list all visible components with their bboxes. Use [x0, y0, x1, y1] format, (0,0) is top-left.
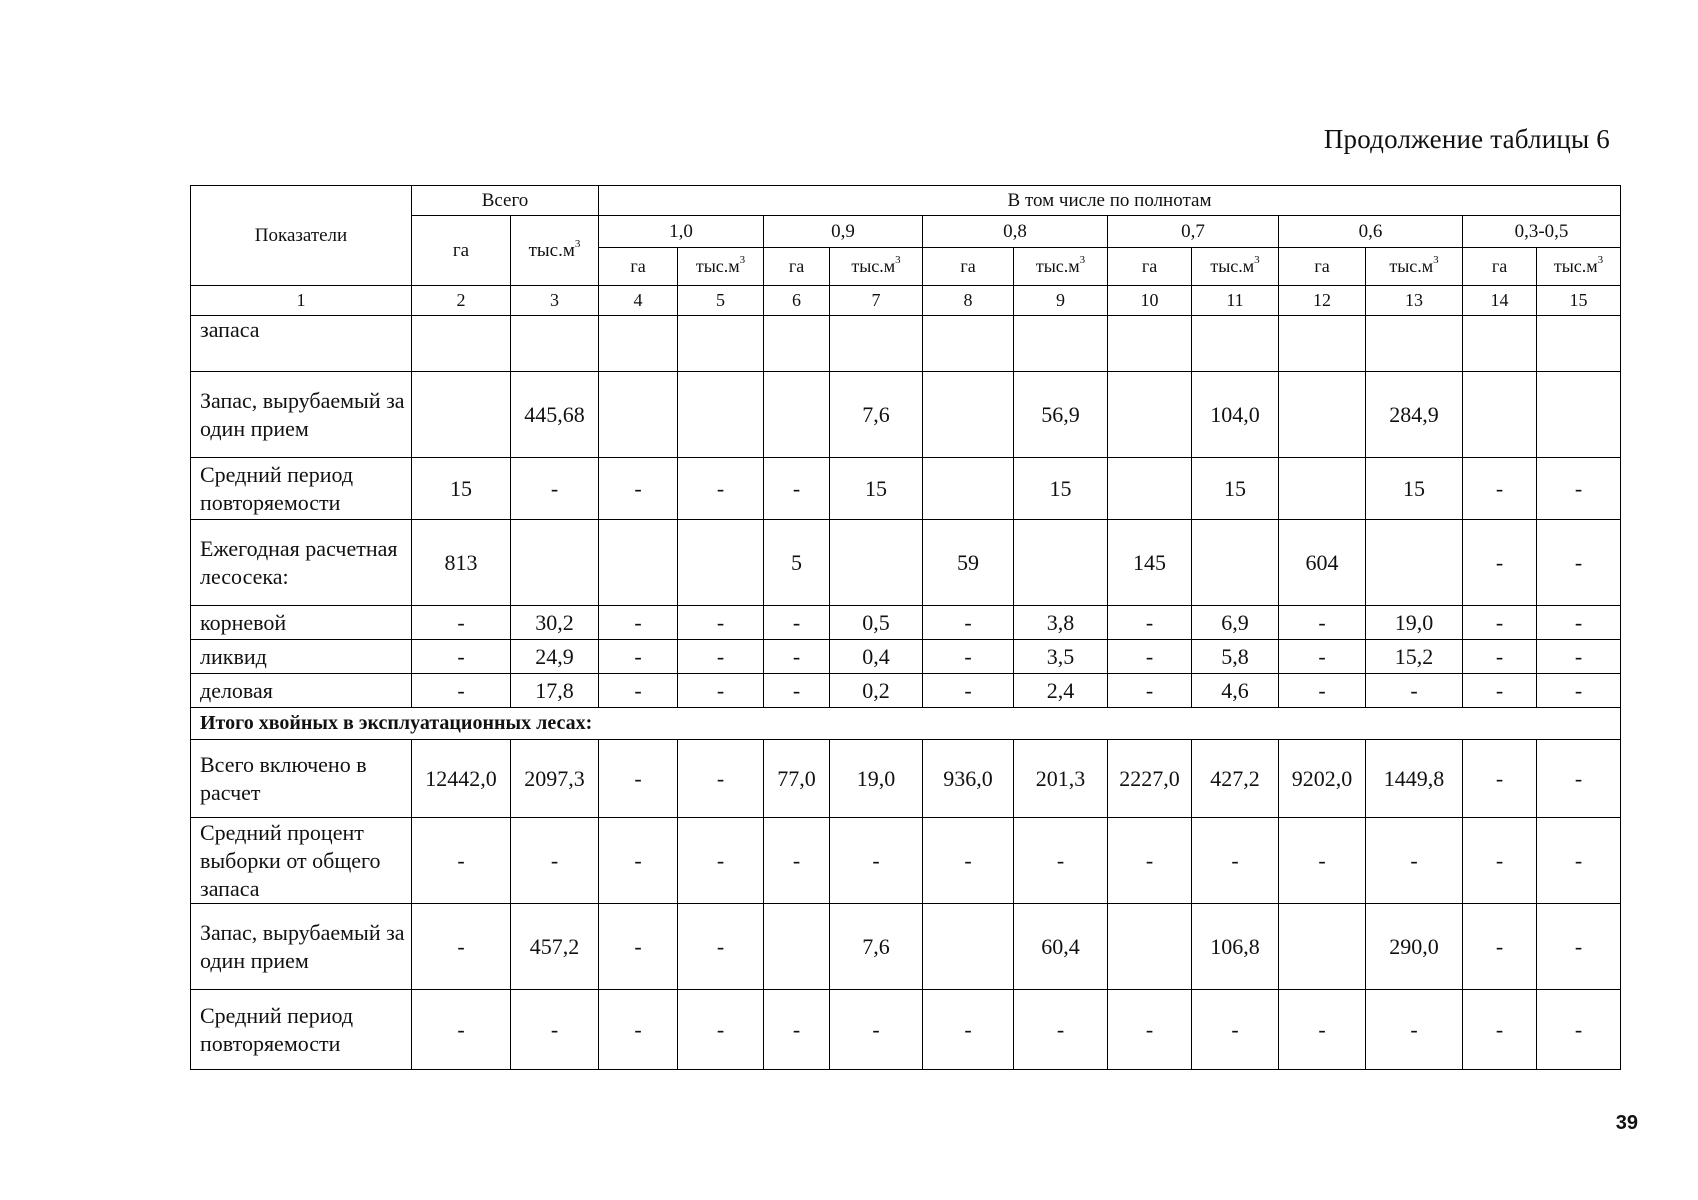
table-cell: 0,4 [830, 640, 923, 674]
table-cell [1537, 316, 1621, 372]
table-cell: 0,5 [830, 606, 923, 640]
section-row [191, 708, 1621, 740]
column-number: 3 [511, 286, 599, 316]
table-row [191, 990, 1621, 1070]
header-density-0-8: 0,8 [923, 216, 1108, 248]
header-unit-volume: $тыс.м^3$ [830, 248, 923, 286]
table-cell [1279, 904, 1366, 990]
table-cell: - [923, 674, 1014, 708]
row-label: Запас, вырубаемый за один прием [191, 904, 412, 990]
table-cell: - [1014, 818, 1108, 904]
table-cell: - [764, 458, 830, 520]
table-cell [764, 904, 830, 990]
table-cell: 104,0 [1192, 372, 1279, 458]
table-cell [511, 520, 599, 606]
table-cell: - [511, 990, 599, 1070]
table-cell: 457,2 [511, 904, 599, 990]
table-cell: 77,0 [764, 740, 830, 818]
table-cell: - [923, 818, 1014, 904]
table-cell: 936,0 [923, 740, 1014, 818]
table-cell [1108, 904, 1192, 990]
header-unit-volume: $тыс.м^3$ [678, 248, 764, 286]
table-cell: 2,4 [1014, 674, 1108, 708]
table-cell: 59 [923, 520, 1014, 606]
table-cell: - [923, 990, 1014, 1070]
table-cell: - [764, 606, 830, 640]
column-number: 10 [1108, 286, 1192, 316]
table-cell: 15 [1192, 458, 1279, 520]
row-label: Ежегодная расчетная лесосека: [191, 520, 412, 606]
table-cell: - [412, 674, 511, 708]
header-unit-ha: га [764, 248, 830, 286]
header-total: Всего [412, 186, 599, 216]
table-cell: 15 [830, 458, 923, 520]
page-number: 39 [1615, 1112, 1638, 1134]
table-cell: 604 [1279, 520, 1366, 606]
header-total-volume: $тыс.м^3$ [511, 216, 599, 286]
column-number: 11 [1192, 286, 1279, 316]
table-cell: 15,2 [1366, 640, 1463, 674]
table-cell: - [830, 818, 923, 904]
table-cell [1279, 372, 1366, 458]
table-cell: - [1279, 990, 1366, 1070]
table-cell [678, 316, 764, 372]
column-number: 15 [1537, 286, 1621, 316]
table-cell: - [1537, 818, 1621, 904]
table-cell: 15 [1366, 458, 1463, 520]
table-row [191, 740, 1621, 818]
header-unit-ha: га [1108, 248, 1192, 286]
table-cell: - [1279, 640, 1366, 674]
column-number: 4 [599, 286, 678, 316]
table-cell: - [764, 990, 830, 1070]
table-cell: 7,6 [830, 904, 923, 990]
table-cell: - [678, 990, 764, 1070]
table-cell: 24,9 [511, 640, 599, 674]
table-cell: - [923, 640, 1014, 674]
table-cell: - [599, 990, 678, 1070]
table-cell: - [764, 640, 830, 674]
table-cell [830, 316, 923, 372]
table-caption: Продолжение таблицы 6 [1323, 124, 1610, 154]
table-cell: 17,8 [511, 674, 599, 708]
header-unit-ha: га [1463, 248, 1537, 286]
column-number: 5 [678, 286, 764, 316]
table-cell: - [412, 606, 511, 640]
table-row [191, 372, 1621, 458]
column-number: 7 [830, 286, 923, 316]
table-cell: - [511, 818, 599, 904]
table-cell [1279, 316, 1366, 372]
table-cell: - [1463, 606, 1537, 640]
table-cell: 2097,3 [511, 740, 599, 818]
row-label: Средний процент выборки от общего запаса [191, 818, 412, 904]
table-cell: - [1537, 606, 1621, 640]
row-label: ликвид [191, 640, 412, 674]
table-cell: 19,0 [830, 740, 923, 818]
table-cell: 6,9 [1192, 606, 1279, 640]
table-cell: - [1366, 990, 1463, 1070]
table-cell: 0,2 [830, 674, 923, 708]
header-unit-volume: $тыс.м^3$ [1537, 248, 1621, 286]
table-cell [511, 316, 599, 372]
table-cell: - [1537, 520, 1621, 606]
header-total-ha: га [412, 216, 511, 286]
table-cell: - [412, 640, 511, 674]
column-number: 1 [191, 286, 412, 316]
column-number: 14 [1463, 286, 1537, 316]
table-cell [599, 520, 678, 606]
table-cell: - [1108, 818, 1192, 904]
table-cell: 30,2 [511, 606, 599, 640]
column-number: 6 [764, 286, 830, 316]
table-cell: 19,0 [1366, 606, 1463, 640]
column-number: 9 [1014, 286, 1108, 316]
table-cell: - [830, 990, 923, 1070]
header-density-0-7: 0,7 [1108, 216, 1279, 248]
table-cell [1014, 316, 1108, 372]
table-row [191, 606, 1621, 640]
forest-data-table [190, 185, 1621, 1070]
header-unit-volume: $тыс.м^3$ [1366, 248, 1463, 286]
header-unit-ha: га [1279, 248, 1366, 286]
table-cell: - [1108, 674, 1192, 708]
row-label: Средний период повторяемости [191, 458, 412, 520]
table-cell: 60,4 [1014, 904, 1108, 990]
table-cell: - [1279, 606, 1366, 640]
table-cell: - [412, 904, 511, 990]
table-cell: 7,6 [830, 372, 923, 458]
table-cell: - [1192, 818, 1279, 904]
table-cell: - [599, 458, 678, 520]
header-density-0-6: 0,6 [1279, 216, 1463, 248]
table-cell: - [1537, 674, 1621, 708]
table-cell [599, 316, 678, 372]
header-density-0-3-0-5: 0,3-0,5 [1463, 216, 1621, 248]
table-cell [1279, 458, 1366, 520]
table-cell: - [1014, 990, 1108, 1070]
table-cell: - [1463, 520, 1537, 606]
table-cell: - [1463, 904, 1537, 990]
table-cell: - [923, 606, 1014, 640]
table-cell: - [1366, 674, 1463, 708]
table-cell: 145 [1108, 520, 1192, 606]
table-cell [1463, 372, 1537, 458]
table-cell: - [1463, 640, 1537, 674]
table-cell [412, 316, 511, 372]
header-unit-ha: га [599, 248, 678, 286]
section-title: Итого хвойных в эксплуатационных лесах: [191, 708, 1621, 740]
table-cell: - [1537, 740, 1621, 818]
table-row [191, 818, 1621, 904]
table-cell [1014, 520, 1108, 606]
table-cell: - [678, 904, 764, 990]
table-cell: 5 [764, 520, 830, 606]
table-cell: 12442,0 [412, 740, 511, 818]
table-cell [1463, 316, 1537, 372]
column-number: 12 [1279, 286, 1366, 316]
header-density-1-0: 1,0 [599, 216, 764, 248]
table-cell: - [1537, 904, 1621, 990]
table-cell: 15 [412, 458, 511, 520]
table-cell: - [599, 904, 678, 990]
header-unit-volume: $тыс.м^3$ [1014, 248, 1108, 286]
table-cell: 201,3 [1014, 740, 1108, 818]
table-cell: - [1537, 458, 1621, 520]
table-cell [830, 520, 923, 606]
table-cell [1537, 372, 1621, 458]
table-cell [1366, 520, 1463, 606]
table-cell: 445,68 [511, 372, 599, 458]
header-indicators: Показатели [191, 186, 412, 286]
table-row [191, 640, 1621, 674]
table-cell: - [1108, 606, 1192, 640]
table-cell: - [678, 640, 764, 674]
table-cell: 1449,8 [1366, 740, 1463, 818]
table-cell: - [1463, 740, 1537, 818]
row-label: корневой [191, 606, 412, 640]
table-row [191, 904, 1621, 990]
column-number: 2 [412, 286, 511, 316]
header-unit-ha: га [923, 248, 1014, 286]
table-cell [599, 372, 678, 458]
table-cell: - [678, 818, 764, 904]
table-cell: - [678, 740, 764, 818]
column-number: 13 [1366, 286, 1463, 316]
table-cell: - [764, 674, 830, 708]
table-cell [764, 372, 830, 458]
table-cell: - [1366, 818, 1463, 904]
column-number: 8 [923, 286, 1014, 316]
table-cell: - [599, 640, 678, 674]
table-cell [678, 372, 764, 458]
table-cell: - [678, 458, 764, 520]
table-cell: 427,2 [1192, 740, 1279, 818]
table-row [191, 674, 1621, 708]
table-cell: - [1537, 640, 1621, 674]
table-row [191, 316, 1621, 372]
table-row [191, 520, 1621, 606]
table-cell [1192, 520, 1279, 606]
table-cell: 56,9 [1014, 372, 1108, 458]
table-cell: - [1108, 640, 1192, 674]
table-cell: - [1537, 990, 1621, 1070]
row-label: Средний период повторяемости [191, 990, 412, 1070]
table-cell: - [412, 818, 511, 904]
table-cell [923, 316, 1014, 372]
table-cell: - [1279, 818, 1366, 904]
table-cell: 3,5 [1014, 640, 1108, 674]
table-cell: - [599, 674, 678, 708]
table-cell: - [599, 606, 678, 640]
table-cell: 4,6 [1192, 674, 1279, 708]
table-cell [1108, 316, 1192, 372]
row-label: Запас, вырубаемый за один прием [191, 372, 412, 458]
table-cell [1108, 372, 1192, 458]
table-cell: - [412, 990, 511, 1070]
table-cell: - [764, 818, 830, 904]
row-label: деловая [191, 674, 412, 708]
table-cell: - [678, 606, 764, 640]
table-cell [764, 316, 830, 372]
row-label: Всего включено в расчет [191, 740, 412, 818]
table-cell: - [1192, 990, 1279, 1070]
table-cell: 284,9 [1366, 372, 1463, 458]
header-by-density: В том числе по полнотам [599, 186, 1621, 216]
table-cell [923, 458, 1014, 520]
table-cell [412, 372, 511, 458]
table-cell [1108, 458, 1192, 520]
row-label: запаса [191, 316, 412, 372]
table-cell: 813 [412, 520, 511, 606]
table-cell [923, 372, 1014, 458]
table-cell [923, 904, 1014, 990]
table-cell: 15 [1014, 458, 1108, 520]
table-cell: 290,0 [1366, 904, 1463, 990]
table-cell: - [1108, 990, 1192, 1070]
table-cell: 3,8 [1014, 606, 1108, 640]
table-cell [1192, 316, 1279, 372]
table-cell: - [1463, 990, 1537, 1070]
table-cell: - [678, 674, 764, 708]
table-cell: - [1279, 674, 1366, 708]
header-density-0-9: 0,9 [764, 216, 923, 248]
table-cell: - [1463, 674, 1537, 708]
table-row [191, 458, 1621, 520]
table-cell: - [599, 740, 678, 818]
table-cell [678, 520, 764, 606]
table-cell [1366, 316, 1463, 372]
table-cell: 9202,0 [1279, 740, 1366, 818]
table-cell: 5,8 [1192, 640, 1279, 674]
table-cell: - [1463, 818, 1537, 904]
table-cell: - [1463, 458, 1537, 520]
table-cell: 106,8 [1192, 904, 1279, 990]
header-unit-volume: $тыс.м^3$ [1192, 248, 1279, 286]
table-cell: - [511, 458, 599, 520]
table-cell: 2227,0 [1108, 740, 1192, 818]
table-cell: - [599, 818, 678, 904]
